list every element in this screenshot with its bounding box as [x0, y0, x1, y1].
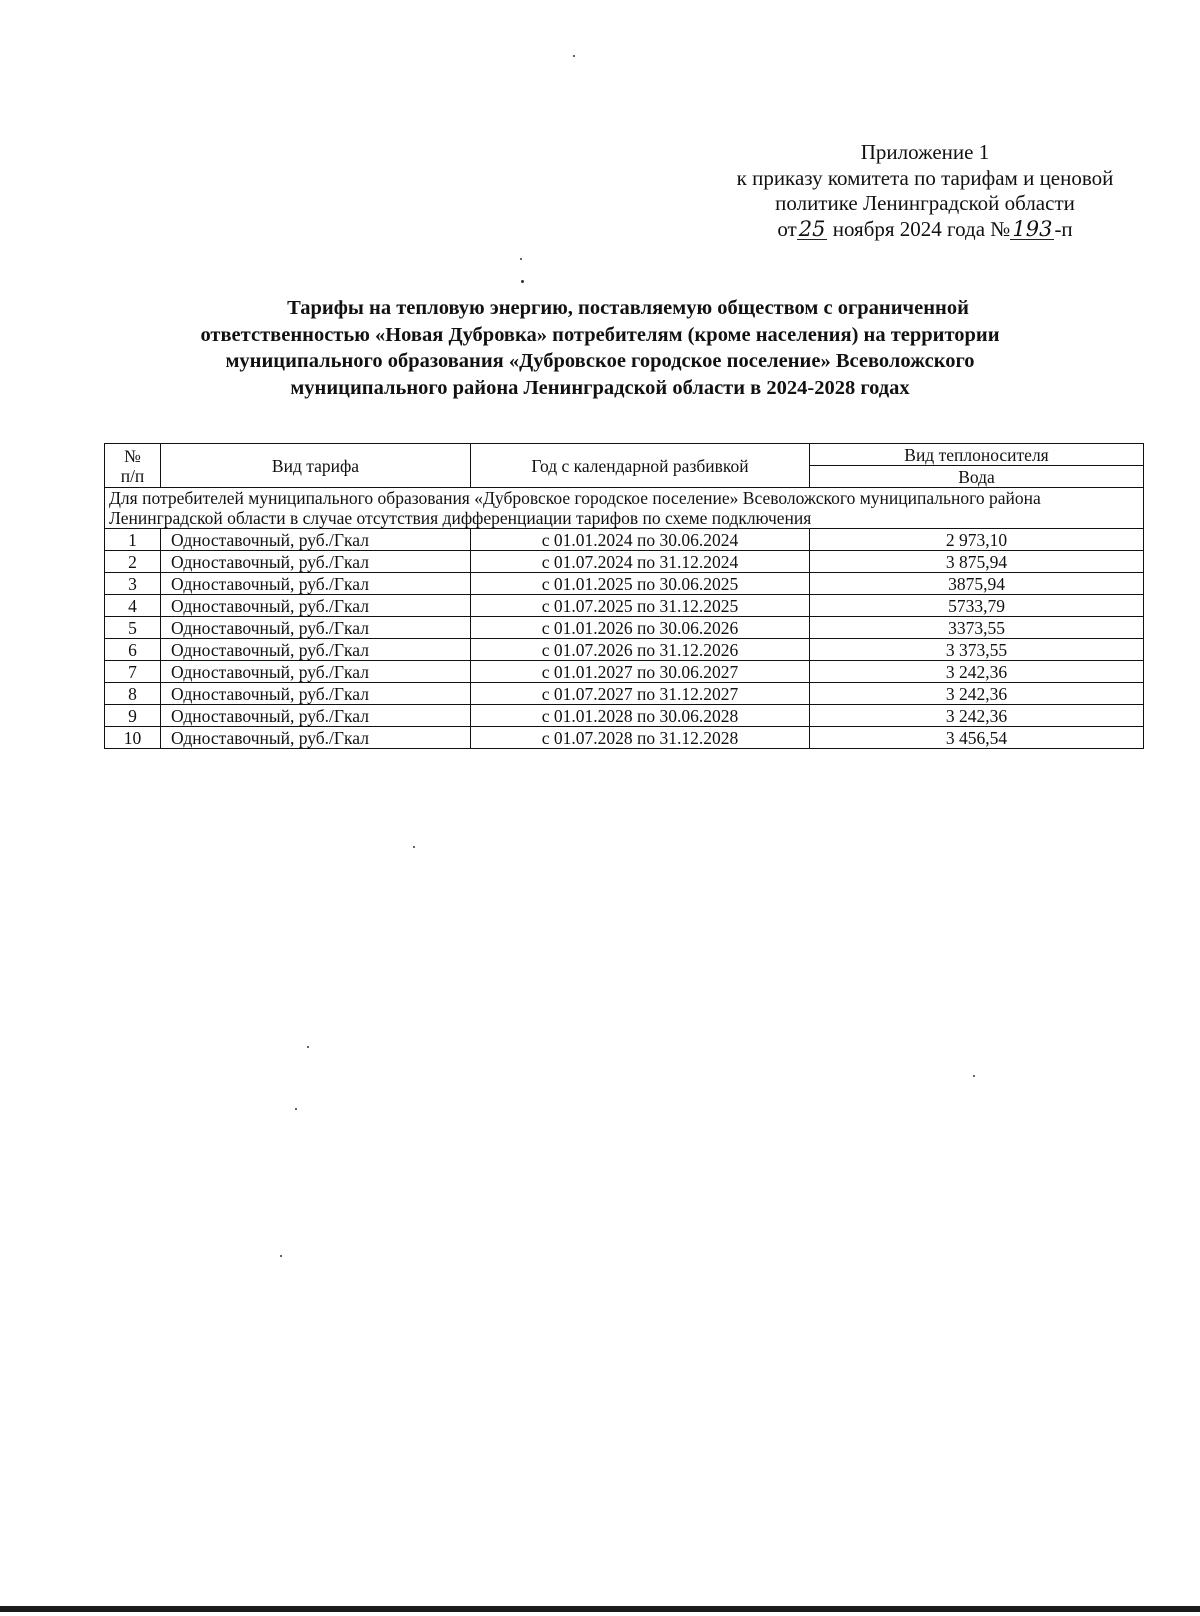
row-number: 1: [105, 529, 161, 551]
appendix-committee-line: политике Ленинградской области: [775, 191, 1075, 215]
row-value: 3 875,94: [810, 551, 1144, 573]
appendix-order-line: к приказу комитета по тарифам и ценовой: [736, 165, 1114, 190]
title-line-1: Тарифы на тепловую энергию, поставляемую обществом с ограниченной: [287, 297, 969, 319]
handwritten-order-number: 193: [1012, 216, 1053, 241]
table-row: [105, 661, 1144, 683]
appendix-date-line: [690, 217, 1160, 243]
row-period: с 01.01.2027 по 30.06.2027: [471, 661, 810, 683]
row-period: с 01.07.2025 по 31.12.2025: [471, 595, 810, 617]
row-value: 3 456,54: [810, 727, 1144, 749]
row-number: 8: [105, 683, 161, 705]
row-tariff-type: Одноставочный, руб./Гкал: [161, 573, 471, 595]
scan-speck: [295, 1108, 297, 1110]
table-row: [105, 573, 1144, 595]
tariff-table: [104, 443, 1144, 749]
row-number: 6: [105, 639, 161, 661]
row-tariff-type: Одноставочный, руб./Гкал: [161, 705, 471, 727]
scan-speck: [413, 846, 415, 848]
row-period: с 01.07.2026 по 31.12.2026: [471, 639, 810, 661]
table-row: [105, 727, 1144, 749]
row-period: с 01.07.2028 по 31.12.2028: [471, 727, 810, 749]
header-number-top: №: [124, 445, 141, 466]
header-tariff-type: Вид тарифа: [161, 444, 471, 488]
scan-speck: [520, 258, 522, 260]
row-period: с 01.07.2024 по 31.12.2024: [471, 551, 810, 573]
scan-speck: [521, 280, 524, 283]
table-row: [105, 705, 1144, 727]
date-prefix: от: [777, 216, 797, 241]
group-label: Для потребителей муниципального образования «Дубровское городское поселение» Всеволожского муниципального района Ленинградской области в случае отсутствия дифференциации тарифов по схеме подключения: [105, 488, 1144, 529]
row-number: 3: [105, 573, 161, 595]
row-period: с 01.07.2027 по 31.12.2027: [471, 683, 810, 705]
table-row: [105, 617, 1144, 639]
document-title: [120, 295, 1080, 401]
row-period: с 01.01.2028 по 30.06.2028: [471, 705, 810, 727]
row-tariff-type: Одноставочный, руб./Гкал: [161, 617, 471, 639]
row-value: 5733,79: [810, 595, 1144, 617]
appendix-block: [690, 140, 1160, 242]
row-tariff-type: Одноставочный, руб./Гкал: [161, 727, 471, 749]
title-line-2: ответственностью «Новая Дубровка» потребителям (кроме населения) на территории: [200, 323, 1000, 346]
row-tariff-type: Одноставочный, руб./Гкал: [161, 551, 471, 573]
header-carrier: Вид теплоносителя: [810, 444, 1144, 466]
scan-speck: [973, 1075, 975, 1077]
table-row: [105, 529, 1144, 551]
header-number: [105, 444, 161, 488]
row-tariff-type: Одноставочный, руб./Гкал: [161, 529, 471, 551]
table-row: [105, 551, 1144, 573]
row-period: с 01.01.2024 по 30.06.2024: [471, 529, 810, 551]
row-tariff-type: Одноставочный, руб./Гкал: [161, 661, 471, 683]
title-line-4: муниципального района Ленинградской области в 2024-2028 годах: [290, 376, 910, 399]
scan-speck: [307, 1046, 309, 1048]
row-value: 3 373,55: [810, 639, 1144, 661]
date-middle: ноября 2024 года №: [827, 216, 1011, 241]
group-row: [105, 488, 1144, 529]
row-value: 3373,55: [810, 617, 1144, 639]
row-value: 3875,94: [810, 573, 1144, 595]
order-suffix: -п: [1054, 216, 1073, 241]
row-number: 9: [105, 705, 161, 727]
row-number: 10: [105, 727, 161, 749]
handwritten-day: 25: [798, 216, 826, 241]
table-row: [105, 595, 1144, 617]
header-water: Вода: [810, 466, 1144, 488]
row-number: 7: [105, 661, 161, 683]
appendix-title: Приложение 1: [860, 140, 990, 164]
scan-speck: [280, 1255, 282, 1257]
row-tariff-type: Одноставочный, руб./Гкал: [161, 595, 471, 617]
table-row: [105, 639, 1144, 661]
title-line-3: муниципального образования «Дубровское городское поселение» Всеволожского: [225, 350, 975, 372]
row-number: 2: [105, 551, 161, 573]
row-period: с 01.01.2026 по 30.06.2026: [471, 617, 810, 639]
table-body: [105, 488, 1144, 749]
row-number: 5: [105, 617, 161, 639]
row-value: 3 242,36: [810, 683, 1144, 705]
header-period: Год с календарной разбивкой: [471, 444, 810, 488]
row-value: 3 242,36: [810, 661, 1144, 683]
table-header-row: [105, 444, 1144, 466]
table-row: [105, 683, 1144, 705]
header-number-bottom: п/п: [120, 465, 145, 486]
row-tariff-type: Одноставочный, руб./Гкал: [161, 639, 471, 661]
row-number: 4: [105, 595, 161, 617]
row-value: 2 973,10: [810, 529, 1144, 551]
row-period: с 01.01.2025 по 30.06.2025: [471, 573, 810, 595]
scan-edge-line: [0, 1606, 1200, 1612]
scan-speck: [573, 55, 575, 57]
row-value: 3 242,36: [810, 705, 1144, 727]
row-tariff-type: Одноставочный, руб./Гкал: [161, 683, 471, 705]
